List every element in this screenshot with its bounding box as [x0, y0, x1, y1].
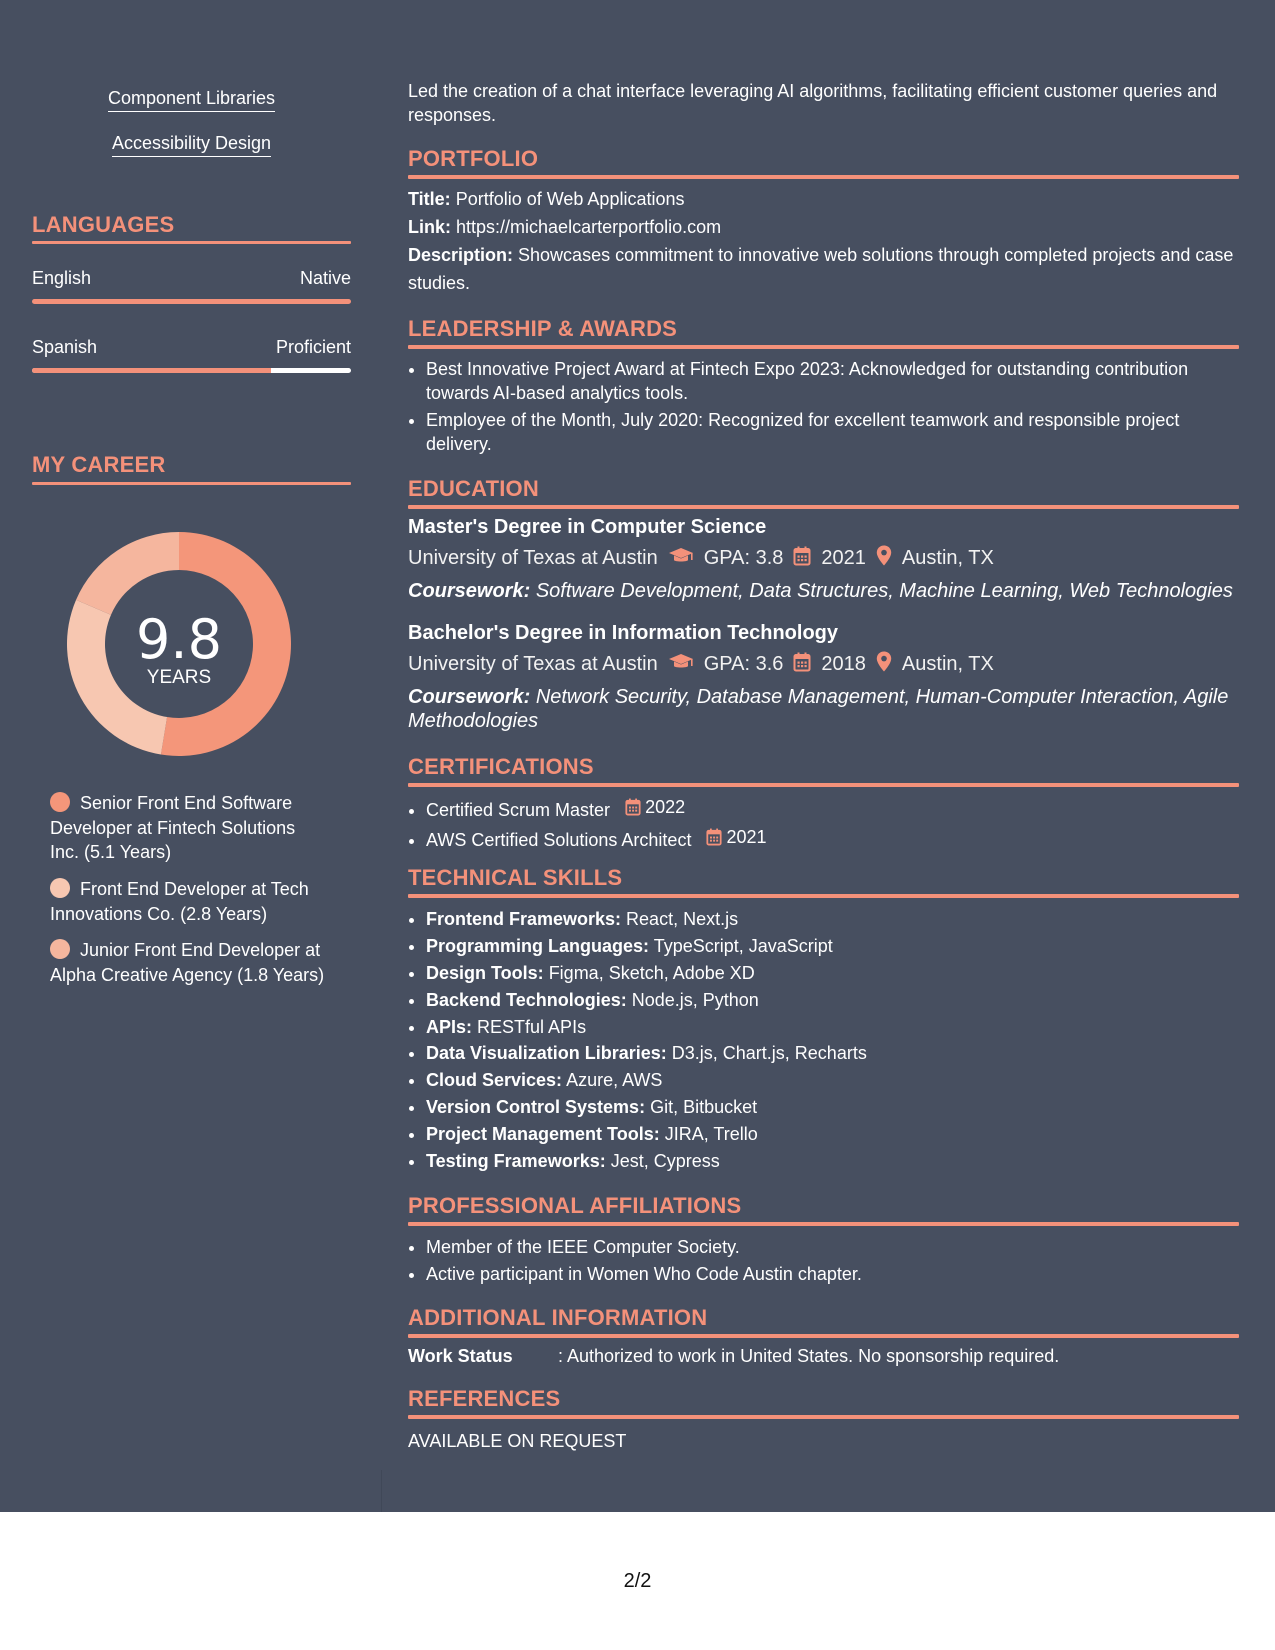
- technical-skills-title: TECHNICAL SKILLS: [408, 865, 623, 890]
- calendar-icon: [706, 828, 722, 846]
- career-unit: YEARS: [146, 667, 212, 688]
- language-bar-english: [32, 299, 351, 304]
- certifications-title: CERTIFICATIONS: [408, 754, 594, 779]
- education-title: EDUCATION: [408, 476, 539, 501]
- technical-skills-rule: [408, 894, 1239, 898]
- technical-skills-list: [408, 907, 1238, 1176]
- career-donut-chart: [66, 531, 292, 757]
- career-rule: [32, 482, 351, 485]
- list-item: • Version Control Systems: Git, Bitbucket: [426, 1095, 1238, 1119]
- list-item: • Project Management Tools: JIRA, Trello: [426, 1122, 1238, 1146]
- language-level: Native: [299, 268, 351, 288]
- list-item: • Frontend Frameworks: React, Next.js: [426, 907, 1238, 931]
- languages-title: LANGUAGES: [32, 212, 175, 237]
- career-title: MY CAREER: [32, 452, 166, 477]
- skill-link-accessibility-design[interactable]: Accessibility Design: [32, 133, 351, 154]
- additional-info-rule: [408, 1334, 1239, 1338]
- list-item: • Data Visualization Libraries: D3.js, Chart.js, Recharts: [426, 1041, 1238, 1065]
- certification-name: Certified Scrum Master: [426, 800, 611, 820]
- list-item: • Employee of the Month, July 2020: Recognized for excellent teamwork and responsible project delivery.: [426, 408, 1238, 456]
- location-pin-icon: [876, 545, 892, 572]
- education-entry: [408, 622, 1239, 733]
- degree-title: Bachelor's Degree in Information Technology: [408, 622, 839, 644]
- education-rule: [408, 505, 1239, 509]
- education-meta: [408, 545, 1239, 572]
- portfolio-description-row: Description: Showcases commitment to innovative web solutions through completed projects and case studies.: [408, 245, 1234, 293]
- language-name: Spanish: [32, 337, 98, 357]
- career-item: Senior Front End Software Developer at Fintech Solutions Inc. (5.1 Years): [50, 793, 296, 862]
- school-location: Austin, TX: [901, 547, 994, 569]
- school-location: Austin, TX: [901, 653, 994, 675]
- references-title: REFERENCES: [408, 1386, 561, 1411]
- list-item: • Member of the IEEE Computer Society.: [426, 1235, 1238, 1259]
- column-divider: [381, 1470, 382, 1512]
- graduation-year: 2018: [821, 653, 866, 675]
- certification-name: AWS Certified Solutions Architect: [426, 830, 692, 850]
- calendar-icon: [625, 798, 641, 816]
- leadership-title: LEADERSHIP & AWARDS: [408, 316, 678, 341]
- degree-title: Master's Degree in Computer Science: [408, 516, 767, 538]
- leadership-rule: [408, 345, 1239, 349]
- skill-link-component-libraries[interactable]: Component Libraries: [32, 88, 351, 109]
- list-item: • Active participant in Women Who Code Austin chapter.: [426, 1262, 1238, 1286]
- portfolio-rule: [408, 175, 1239, 179]
- career-dot-0: [50, 792, 70, 812]
- career-total: 9.8: [136, 608, 222, 671]
- graduation-cap-icon: [668, 653, 694, 677]
- affiliations-rule: [408, 1222, 1239, 1226]
- certification-date: [625, 795, 685, 819]
- list-item: • Best Innovative Project Award at Fintech Expo 2023: Acknowledged for outstanding contribution towards AI-based analytics tools.: [426, 357, 1238, 405]
- list-item: • Backend Technologies: Node.js, Python: [426, 988, 1238, 1012]
- language-fill-spanish: [32, 368, 271, 373]
- list-item: • Design Tools: Figma, Sketch, Adobe XD: [426, 961, 1238, 985]
- language-level: Proficient: [275, 337, 351, 357]
- work-status-row: [408, 1346, 1239, 1367]
- portfolio-link[interactable]: https://michaelcarterportfolio.com: [456, 217, 722, 237]
- references-rule: [408, 1415, 1239, 1419]
- certification-year: 2021: [726, 827, 767, 847]
- calendar-icon: [793, 546, 811, 572]
- career-dot-1: [50, 878, 70, 898]
- portfolio-block: [408, 185, 1238, 297]
- donut-slice-2: [76, 532, 179, 615]
- portfolio-link-row[interactable]: Link: https://michaelcarterportfolio.com: [408, 217, 722, 237]
- certification-date: [706, 825, 766, 849]
- education-meta: [408, 651, 1239, 678]
- location-pin-icon: [876, 651, 892, 678]
- references-value: AVAILABLE ON REQUEST: [408, 1431, 627, 1451]
- page-number: 2/2: [623, 1570, 652, 1592]
- list-item: • Testing Frameworks: Jest, Cypress: [426, 1149, 1238, 1173]
- list-item: • Cloud Services: Azure, AWS: [426, 1068, 1238, 1092]
- list-item: • Programming Languages: TypeScript, JavaScript: [426, 934, 1238, 958]
- calendar-icon: [793, 652, 811, 678]
- certifications-list: [408, 795, 1238, 855]
- education-entry: [408, 516, 1239, 603]
- list-item: • APIs: RESTful APIs: [426, 1015, 1238, 1039]
- affiliations-title: PROFESSIONAL AFFILIATIONS: [408, 1193, 742, 1218]
- languages-rule: [32, 241, 351, 244]
- certification-year: 2022: [645, 797, 686, 817]
- leadership-list: [408, 357, 1238, 459]
- list-item: [426, 795, 1238, 822]
- list-item: [426, 825, 1238, 852]
- career-donut-svg: [66, 531, 292, 757]
- school-name: University of Texas at Austin: [408, 653, 658, 675]
- certifications-rule: [408, 783, 1239, 787]
- career-item: Front End Developer at Tech Innovations Co. (2.8 Years): [50, 879, 309, 924]
- portfolio-title-row: Title: Portfolio of Web Applications: [408, 189, 685, 209]
- graduation-year: 2021: [821, 547, 866, 569]
- coursework: Coursework: Software Development, Data Structures, Machine Learning, Web Technologies: [408, 580, 1233, 602]
- intro-text: Led the creation of a chat interface leveraging AI algorithms, facilitating efficient customer queries and responses.: [408, 81, 1218, 125]
- gpa: GPA: 3.6: [703, 653, 784, 675]
- affiliations-list: [408, 1235, 1238, 1289]
- school-name: University of Texas at Austin: [408, 547, 658, 569]
- work-status-label: Work Status: [408, 1346, 513, 1366]
- career-dot-2: [50, 939, 70, 959]
- gpa: GPA: 3.8: [703, 547, 784, 569]
- graduation-cap-icon: [668, 547, 694, 571]
- career-item: Junior Front End Developer at Alpha Creative Agency (1.8 Years): [50, 940, 325, 985]
- language-bar-spanish: [32, 368, 351, 373]
- language-name: English: [32, 268, 92, 288]
- additional-info-title: ADDITIONAL INFORMATION: [408, 1305, 708, 1330]
- portfolio-title: PORTFOLIO: [408, 146, 539, 171]
- coursework: Coursework: Network Security, Database Management, Human-Computer Interaction, Agile Methodologies: [408, 686, 1229, 732]
- language-fill-english: [32, 299, 351, 304]
- work-status-value: : Authorized to work in United States. No sponsorship required.: [558, 1346, 1060, 1366]
